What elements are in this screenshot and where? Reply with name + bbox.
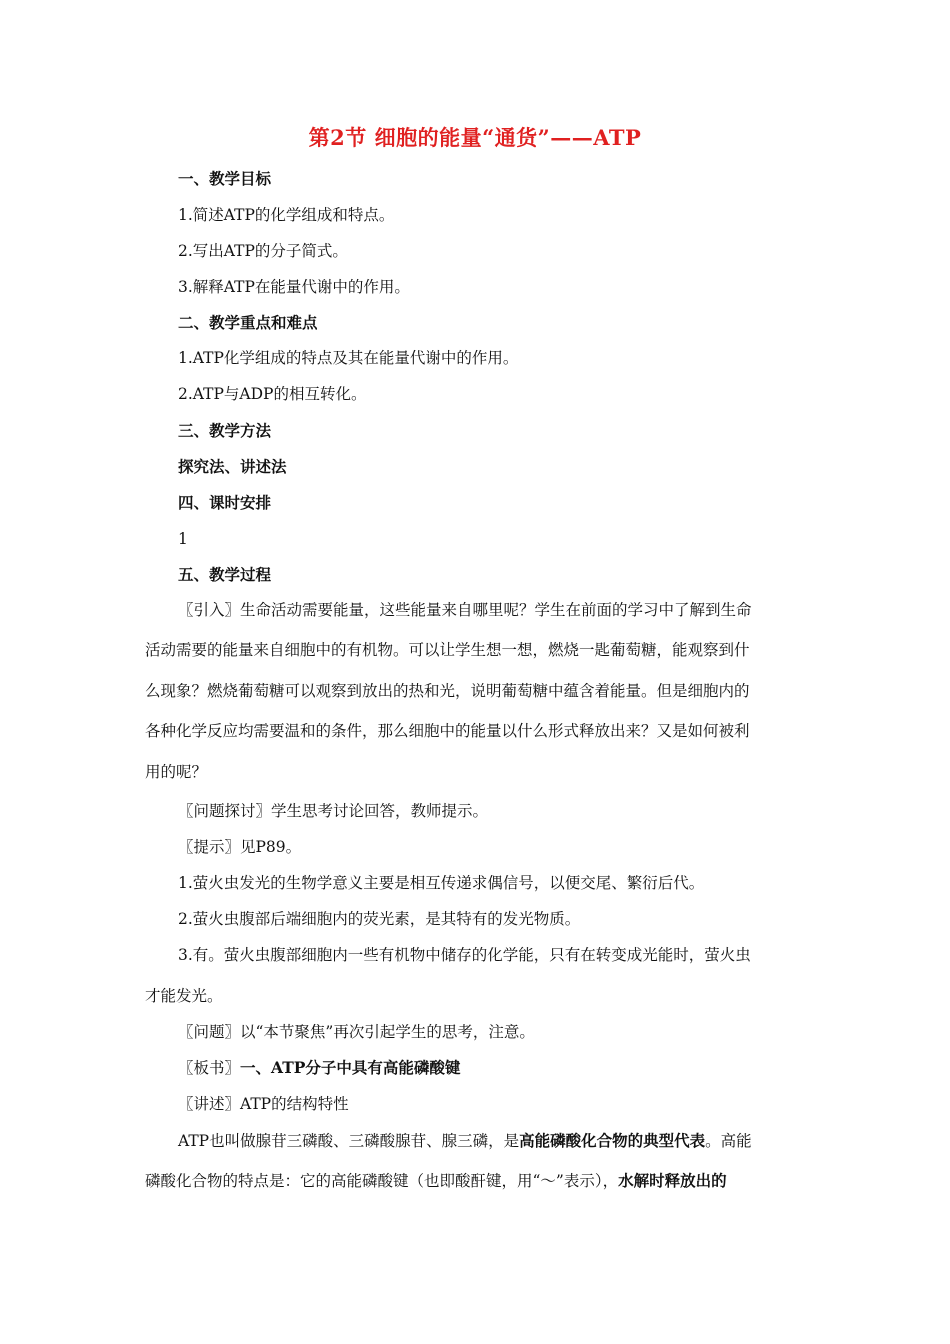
intro-paragraph-line: 活动需要的能量来自细胞中的有机物。可以让学生想一想，燃烧一匙葡萄糖，能观察到什	[145, 641, 750, 659]
section-heading-key-points: 二、教学重点和难点	[178, 313, 318, 332]
hint-item: 2.萤火虫腹部后端细胞内的荧光素，是其特有的发光物质。	[178, 910, 581, 928]
atp-emphasis: 水解时释放出的	[618, 1171, 727, 1190]
section-heading-schedule: 四、课时安排	[178, 493, 272, 512]
atp-text: 磷酸化合物的特点是：它的高能磷酸键（也即酸酐键，用“～”表示），	[145, 1172, 619, 1190]
atp-paragraph-line	[178, 1130, 752, 1152]
intro-paragraph-line: 各种化学反应均需要温和的条件，那么细胞中的能量以什么形式释放出来？又是如何被利	[145, 722, 750, 740]
hint-item-continued: 才能发光。	[145, 987, 223, 1005]
atp-text: 。高能	[705, 1132, 752, 1150]
question-discussion: 〖问题探讨〗学生思考讨论回答，教师提示。	[178, 802, 489, 820]
intro-paragraph-line: 么现象？燃烧葡萄糖可以观察到放出的热和光，说明葡萄糖中蕴含着能量。但是细胞内的	[145, 682, 750, 700]
section-heading-process: 五、教学过程	[178, 565, 272, 584]
board-note-label: 〖板书〗	[178, 1059, 241, 1077]
hint-item: 3.有。萤火虫腹部细胞内一些有机物中储存的化学能，只有在转变成光能时，萤火虫	[178, 946, 751, 964]
atp-emphasis: 高能磷酸化合物的典型代表	[519, 1131, 706, 1150]
lecture-line: 〖讲述〗ATP的结构特性	[178, 1095, 349, 1113]
question-line: 〖问题〗以“本节聚焦”再次引起学生的思考，注意。	[178, 1023, 535, 1041]
hint-item: 1.萤火虫发光的生物学意义主要是相互传递求偶信号，以便交尾、繁衍后代。	[178, 874, 705, 892]
schedule-value: 1	[178, 530, 188, 548]
section-heading-goals: 一、教学目标	[178, 169, 272, 188]
atp-text: ATP也叫做腺苷三磷酸、三磷酸腺苷、腺三磷，是	[178, 1132, 520, 1150]
methods-text: 探究法、讲述法	[178, 457, 287, 476]
section-heading-methods: 三、教学方法	[178, 421, 272, 440]
intro-paragraph-line: 〖引入〗生命活动需要能量，这些能量来自哪里呢？学生在前面的学习中了解到生命	[178, 601, 752, 619]
hint-line: 〖提示〗见P89。	[178, 838, 302, 856]
intro-paragraph-line: 用的呢？	[145, 763, 208, 781]
goal-item: 3.解释ATP在能量代谢中的作用。	[178, 278, 410, 296]
atp-paragraph-line	[145, 1170, 727, 1192]
key-point-item: 1.ATP化学组成的特点及其在能量代谢中的作用。	[178, 349, 519, 367]
board-note	[178, 1057, 460, 1079]
goal-item: 1.简述ATP的化学组成和特点。	[178, 206, 395, 224]
page-title: 第2节 细胞的能量“通货”——ATP	[308, 125, 642, 150]
key-point-item: 2.ATP与ADP的相互转化。	[178, 385, 367, 403]
goal-item: 2.写出ATP的分子简式。	[178, 242, 348, 260]
board-note-heading: 一、ATP分子中具有高能磷酸键	[240, 1058, 461, 1077]
